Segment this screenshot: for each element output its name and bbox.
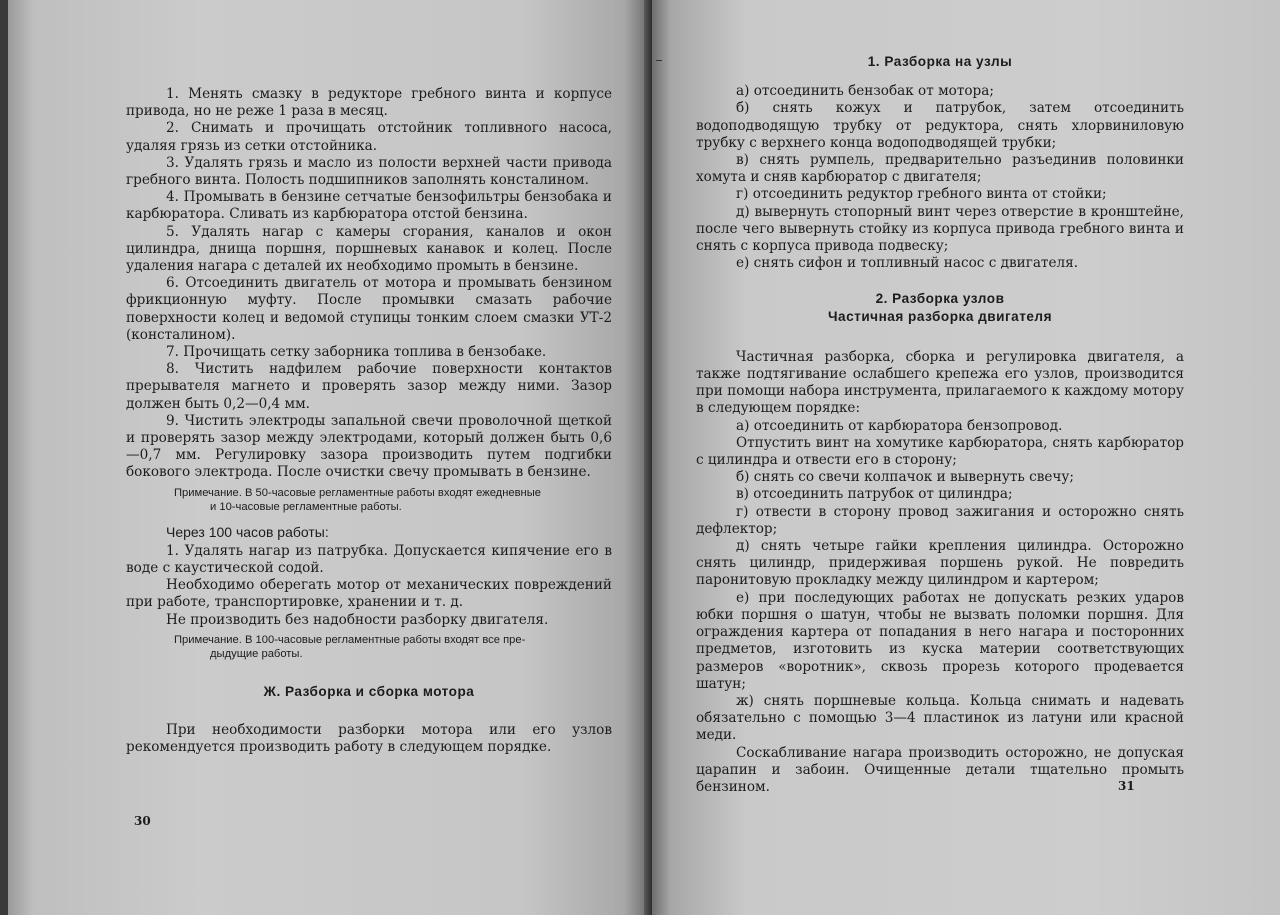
list-item: Отпустить винт на хомутике карбюратора, снять карбюратор с цилиндра и отвести его в сторону; bbox=[696, 434, 1184, 469]
list-item: ж) снять поршневые кольца. Кольца снимать и надевать обязательно с помощью 3—4 пластинок из латуни или красной меди. bbox=[696, 692, 1184, 744]
note-line: Примечание. В 50-часовые регламентные работы входят ежедневные bbox=[174, 486, 541, 499]
list-item: в) снять румпель, предварительно разъединив половинки хомута и сняв карбюратор с двигателя; bbox=[696, 152, 1184, 186]
paragraph: Необходимо оберегать мотор от механических повреждений при работе, транспортировке, хранении и т. д. bbox=[126, 577, 612, 611]
list-item: д) снять четыре гайки крепления цилиндра. Осторожно снять цилиндр, придерживая поршень рукой. Не повредить паронитовую прокладку между цилиндром и картером; bbox=[696, 538, 1184, 589]
note-line: дыдущие работы. bbox=[210, 647, 303, 660]
section-heading: 1. Разборка на узлы bbox=[867, 54, 1013, 69]
note-100-hours bbox=[126, 633, 612, 661]
paragraph: 1. Удалять нагар из патрубка. Допускается кипячение его в воде с каустической содой. bbox=[126, 542, 612, 577]
subheading-100-hours: Через 100 часов работы: bbox=[166, 523, 329, 540]
page-number: 30 bbox=[134, 814, 151, 828]
list-item: в) отсоединить патрубок от цилиндра; bbox=[736, 486, 1013, 503]
list-item: г) отсоединить редуктор гребного винта от стойки; bbox=[736, 186, 1107, 203]
list-item: б) снять со свечи колпачок и вывернуть свечу; bbox=[736, 469, 1074, 486]
page-mark bbox=[656, 60, 662, 61]
paragraph: 4. Промывать в бензине сетчатые бензофильтры бензобака и карбюратора. Сливать из карбюратора отстой бензина. bbox=[126, 189, 612, 223]
list-item: б) снять кожух и патрубок, затем отсоединить водоподводящую трубку от редуктора, снять хлорвиниловую трубку с верхнего конца водоподводящей трубки; bbox=[696, 100, 1184, 151]
note-line: и 10-часовые регламентные работы. bbox=[210, 500, 402, 513]
list-item: а) отсоединить от карбюратора бензопровод. bbox=[736, 417, 1063, 434]
list-item: д) вывернуть стопорный винт через отверстие в кронштейне, после чего вывернуть стойку из корпуса привода гребного винта и снять с корпуса привода подвеску; bbox=[696, 203, 1184, 255]
left-page-text bbox=[126, 86, 612, 757]
paragraph: Соскабливание нагара производить осторожно, не допуская царапин и забоин. Очищенные детали тщательно промыть бензином. bbox=[696, 744, 1184, 795]
paragraph: 6. Отсоединить двигатель от мотора и промывать бензином фрикционную муфту. После промывки смазать рабочие поверхности колец и ведомой ступицы тонким слоем смазки УТ-2 (консталином). bbox=[126, 275, 612, 343]
paragraph: 9. Чистить электроды запальной свечи проволочной щеткой и проверять зазор между электродами, который должен быть 0,6—0,7 мм. Регулировку зазора производить путем подгибки бокового электрода. После очистки свечу промывать в бензине. bbox=[126, 412, 612, 481]
note-50-hours bbox=[126, 486, 612, 514]
paragraph: 8. Чистить надфилем рабочие поверхности контактов прерывателя магнето и проверять зазор между ними. Зазор должен быть 0,2—0,4 мм. bbox=[126, 361, 612, 412]
list-item: а) отсоединить бензобак от мотора; bbox=[736, 83, 994, 100]
paragraph: При необходимости разборки мотора или его узлов рекомендуется производить работу в следующем порядке. bbox=[126, 722, 612, 756]
list-item: г) отвести в сторону провод зажигания и осторожно снять дефлектор; bbox=[696, 503, 1184, 537]
paragraph: 7. Прочищать сетку заборника топлива в бензобаке. bbox=[166, 344, 547, 361]
left-page bbox=[8, 0, 650, 915]
right-page bbox=[652, 0, 1280, 915]
list-item: е) при последующих работах не допускать резких ударов юбки поршня о шатун, чтобы не вызвать поломки поршня. Для ограждения картера от попадания в него нагара и посторонних предметов, изготовить из куска материи соответствующих размеров «воротник», сквозь прорезь которого продевается шатун; bbox=[696, 589, 1184, 692]
list-item: е) снять сифон и топливный насос с двигателя. bbox=[736, 255, 1079, 272]
paragraph: 1. Менять смазку в редукторе гребного винта и корпусе привода, но не реже 1 раза в месяц. bbox=[126, 86, 612, 120]
page-number: 31 bbox=[1118, 779, 1135, 793]
note-line: Примечание. В 100-часовые регламентные работы входят все пре- bbox=[174, 633, 526, 646]
paragraph: Частичная разборка, сборка и регулировка двигателя, а также подтягивание ослабшего крепежа его узлов, производится при помощи набора инструмента, прилагаемого к каждому мотору в следующем порядке: bbox=[696, 348, 1184, 417]
section-heading: Ж. Разборка и сборка мотора bbox=[263, 683, 475, 699]
paragraph: 2. Снимать и прочищать отстойник топливного насоса, удаляя грязь из сетки отстойника. bbox=[126, 120, 612, 154]
section-heading: 2. Разборка узлов bbox=[875, 291, 1005, 307]
paragraph: Не производить без надобности разборку двигателя. bbox=[166, 611, 549, 628]
section-subheading: Частичная разборка двигателя bbox=[828, 308, 1052, 324]
paragraph: 5. Удалять нагар с камеры сгорания, каналов и окон цилиндра, днища поршня, поршневых канавок и колец. После удаления нагара с деталей их необходимо промыть в бензине. bbox=[126, 223, 612, 275]
paragraph: 3. Удалять грязь и масло из полости верхней части привода гребного винта. Полость подшипников заполнять консталином. bbox=[126, 154, 612, 189]
right-page-text bbox=[696, 53, 1184, 796]
